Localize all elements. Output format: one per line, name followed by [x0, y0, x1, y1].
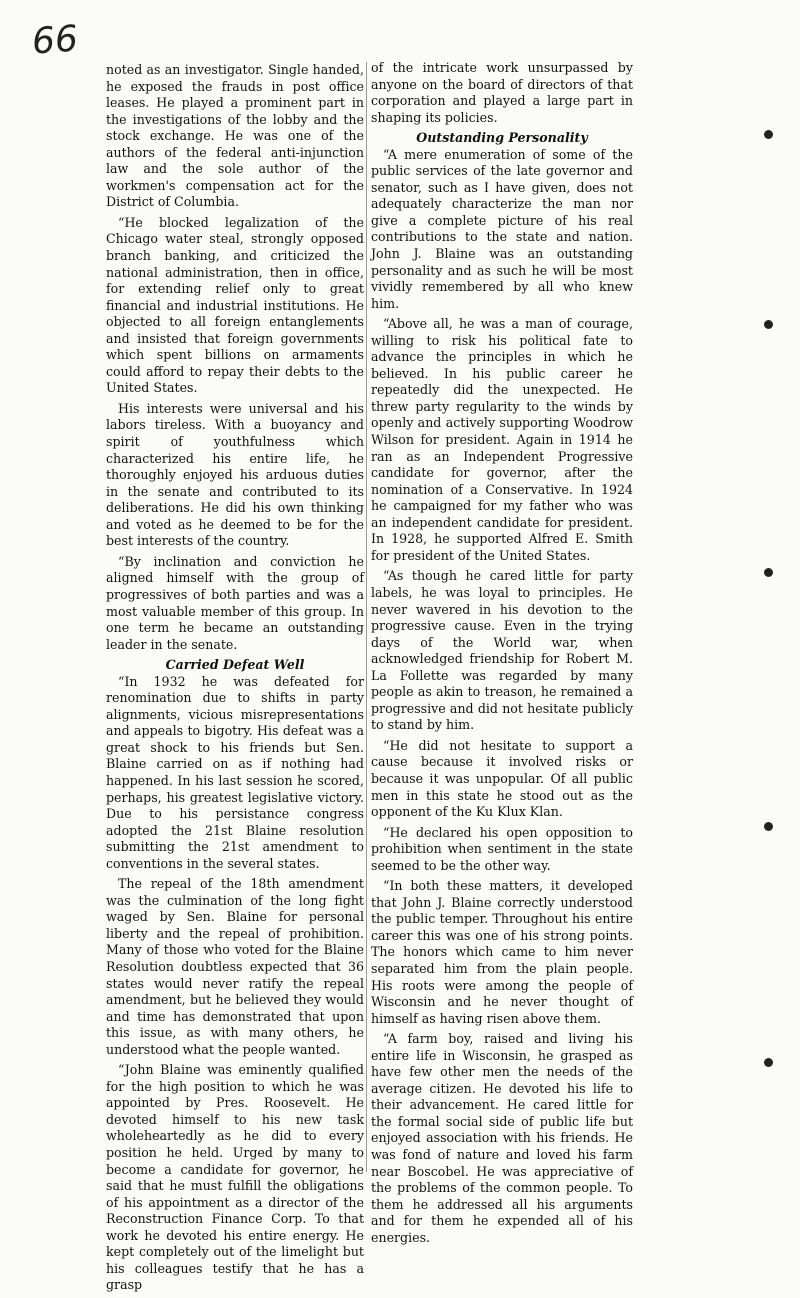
- right-paragraph-1: of the intricate work unsurpassed by anyone on the board of directors of that corporation and played a large part in shaping its policies.: [371, 60, 633, 125]
- right-paragraph-6: “He declared his open opposition to prohibition when sentiment in the state seemed to be the other way.: [371, 824, 633, 873]
- left-paragraph-4: “By inclination and conviction he aligned himself with the group of progressives of both parties and was a most valuable member of this group. In one term he became an outstanding leader in the senate.: [106, 553, 364, 652]
- binder-hole: [764, 320, 773, 329]
- left-column: [106, 62, 364, 1298]
- left-paragraph-7: “John Blaine was eminently qualified for the high position to which he was appointed by Pres. Roosevelt. He devoted himself to his new task wholeheartedly as he did to every position he held. Urged by many to become a candidate for governor, he said that he must fulfill the obligations of his appointment as a director of the Reconstruction Finance Corp. To that work he devoted his entire energy. He kept completely out of the limelight but his colleagues testify that he has a grasp: [106, 1062, 364, 1293]
- right-paragraph-3: “Above all, he was a man of courage, willing to risk his political fate to advance the principles in which he believed. In his public career he repeatedly did the unexpected. He threw party regularity to the winds by openly and actively supporting Woodrow Wilson for president. Again in 1914 he ran as an Independent Progressive candidate for governor, after the nomination of a Conservative. In 1924 he campaigned for my father who was an independent candidate for president. In 1928, he supported Alfred E. Smith for president of the United States.: [371, 316, 633, 563]
- right-paragraph-4: “As though he cared little for party labels, he was loyal to principles. He never wavered in his devotion to the progressive cause. Even in the trying days of the World war, when acknowledged friendship for Robert M. La Follette was regarded by many people as akin to treason, he remained a progressive and did not hesitate publicly to stand by him.: [371, 568, 633, 733]
- page-number: 66: [30, 18, 80, 63]
- binder-hole: [764, 130, 773, 139]
- right-paragraph-2: “A mere enumeration of some of the public services of the late governor and senator, such as I have given, does not adequately characterize the man nor give a complete picture of his real contributions to the state and nation. John J. Blaine was an outstanding personality and as such he will be most vividly remembered by all who knew him.: [371, 146, 633, 311]
- column-divider: [366, 62, 367, 1172]
- left-paragraph-6: The repeal of the 18th amendment was the culmination of the long fight waged by Sen. Blaine for personal liberty and the repeal of prohibition. Many of those who voted for the Blaine Resolution doubtless expected that 36 states would never ratify the repeal amendment, but he believed they would and time has demonstrated that upon this issue, as with many others, he understood what the people wanted.: [106, 876, 364, 1057]
- right-paragraph-8: “A farm boy, raised and living his entire life in Wisconsin, he grasped as have few other men the needs of the average citizen. He devoted his life to their advancement. He cared little for the formal social side of public life but enjoyed association with his friends. He was fond of nature and loved his farm near Boscobel. He was appreciative of the problems of the common people. To them he addressed all his arguments and for them he expended all of his energies.: [371, 1031, 633, 1245]
- binder-hole: [764, 822, 773, 831]
- left-paragraph-5: “In 1932 he was defeated for renomination due to shifts in party alignments, vicious misrepresentations and appeals to bigotry. His defeat was a great shock to his friends but Sen. Blaine carried on as if nothing had happened. In his last session he scored, perhaps, his greatest legislative victory. Due to his persistance congress adopted the 21st Blaine resolution submitting the 21st amendment to conventions in the several states.: [106, 673, 364, 871]
- right-column: [371, 60, 633, 1250]
- left-paragraph-2: “He blocked legalization of the Chicago water steal, strongly opposed branch banking, and criticized the national administration, then in office, for extending relief only to great financial and industrial institutions. He objected to all foreign entanglements and insisted that foreign governments which spent billions on armaments could afford to repay their debts to the United States.: [106, 214, 364, 396]
- binder-hole: [764, 1058, 773, 1067]
- left-paragraph-1: noted as an investigator. Single handed, he exposed the frauds in post office leases. He played a prominent part in the investigations of the lobby and the stock exchange. He was one of the authors of the federal anti-injunction law and the sole author of the workmen's compensation act for the District of Columbia.: [106, 62, 364, 210]
- right-paragraph-7: “In both these matters, it developed that John J. Blaine correctly understood the public temper. Throughout his entire career this was one of his strong points. The honors which came to him never separated him from the plain people. His roots were among the people of Wisconsin and he never thought of himself as having risen above them.: [371, 878, 633, 1026]
- left-paragraph-3: His interests were universal and his labors tireless. With a buoyancy and spirit of youthfulness which characterized his entire life, he thoroughly enjoyed his arduous duties in the senate and contributed to its deliberations. He did his own thinking and voted as he deemed to be for the best interests of the country.: [106, 400, 364, 549]
- binder-hole: [764, 568, 773, 577]
- section-heading-carried-defeat-well: Carried Defeat Well: [165, 657, 305, 673]
- section-heading-outstanding-personality: Outstanding Personality: [416, 130, 588, 146]
- right-paragraph-5: “He did not hesitate to support a cause because it involved risks or because it was unpopular. Of all public men in this state he stood out as the opponent of the Ku Klux Klan.: [371, 737, 633, 820]
